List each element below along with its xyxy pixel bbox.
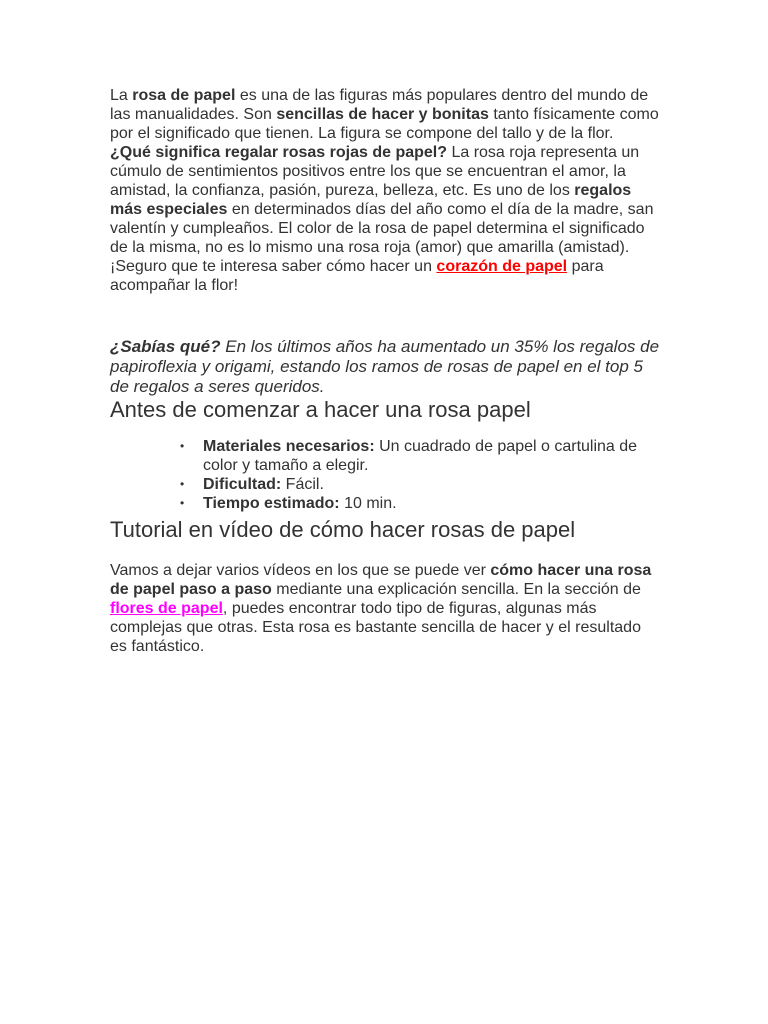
meaning-text-1: La rosa roja representa un cúmulo de sentimientos positivos entre los que se encuentran el amor, la amistad, la confianza, pasión, pureza, belleza, etc. Es uno de los bbox=[110, 144, 640, 199]
video-text-2: mediante una explicación sencilla. En la sección de bbox=[271, 581, 641, 598]
heading-antes-de-comenzar: Antes de comenzar a hacer una rosa papel bbox=[110, 397, 531, 422]
requirements-list bbox=[110, 437, 660, 513]
corazon-de-papel-link[interactable]: corazón de papel bbox=[436, 258, 568, 275]
intro-bold-sencillas: sencillas de hacer y bonitas bbox=[276, 106, 489, 123]
video-paragraph bbox=[110, 561, 660, 656]
heart-paragraph bbox=[110, 257, 660, 295]
list-item-dificultad bbox=[180, 475, 660, 494]
spacer bbox=[110, 295, 660, 337]
video-text-1: Vamos a dejar varios vídeos en los que se puede ver bbox=[110, 562, 491, 579]
tip-paragraph bbox=[110, 337, 660, 397]
intro-text-1: La bbox=[110, 87, 133, 104]
meaning-paragraph bbox=[110, 143, 660, 257]
intro-text-3: tanto físicamente como por el significado que tienen. La figura se compone del tallo y de la flor. bbox=[110, 106, 659, 142]
list-item-label: Dificultad: bbox=[203, 476, 282, 493]
list-item-value: Un cuadrado de papel o cartulina de color y tamaño a elegir. bbox=[203, 438, 638, 474]
list-item-label: Materiales necesarios: bbox=[203, 438, 375, 455]
bullet-icon: • bbox=[180, 477, 185, 491]
bullet-icon: • bbox=[180, 439, 185, 453]
heart-text-2: para acompañar la flor! bbox=[110, 258, 604, 294]
article-body bbox=[110, 86, 660, 656]
bullet-icon: • bbox=[180, 496, 185, 510]
list-item-value: 10 min. bbox=[339, 495, 397, 512]
meaning-text-2: en determinados días del año como el día de la madre, san valentín y cumpleaños. El color de la rosa de papel determina el significado de la misma, no es lo mismo una rosa roja (amor) que amarilla (amistad). bbox=[110, 201, 654, 256]
list-item-materiales bbox=[180, 437, 660, 475]
meaning-bold-regalos: regalos más especiales bbox=[110, 182, 632, 218]
intro-paragraph bbox=[110, 86, 660, 143]
video-bold-como-hacer: cómo hacer una rosa de papel paso a paso bbox=[110, 562, 652, 598]
video-text-3: , puedes encontrar todo tipo de figuras, algunas más complejas que otras. Esta rosa es bastante sencilla de hacer y el resultado es fantástico. bbox=[110, 600, 641, 655]
tip-text: En los últimos años ha aumentado un 35% los regalos de papiroflexia y origami, estando los ramos de rosas de papel en el top 5 de regalos a seres queridos. bbox=[110, 337, 660, 396]
flores-de-papel-link[interactable]: flores de papel bbox=[110, 600, 223, 617]
list-item-tiempo bbox=[180, 494, 660, 513]
meaning-question: ¿Qué significa regalar rosas rojas de papel? bbox=[110, 144, 448, 161]
intro-bold-rosa-de-papel: rosa de papel bbox=[132, 87, 236, 104]
heading-tutorial-video: Tutorial en vídeo de cómo hacer rosas de papel bbox=[110, 517, 576, 542]
intro-text-2: es una de las figuras más populares dentro del mundo de las manualidades. Son bbox=[110, 87, 649, 123]
heart-text-1: ¡Seguro que te interesa saber cómo hacer un bbox=[110, 258, 437, 275]
tip-label: ¿Sabías qué? bbox=[110, 337, 221, 356]
list-item-label: Tiempo estimado: bbox=[203, 495, 340, 512]
list-item-value: Fácil. bbox=[281, 476, 324, 493]
